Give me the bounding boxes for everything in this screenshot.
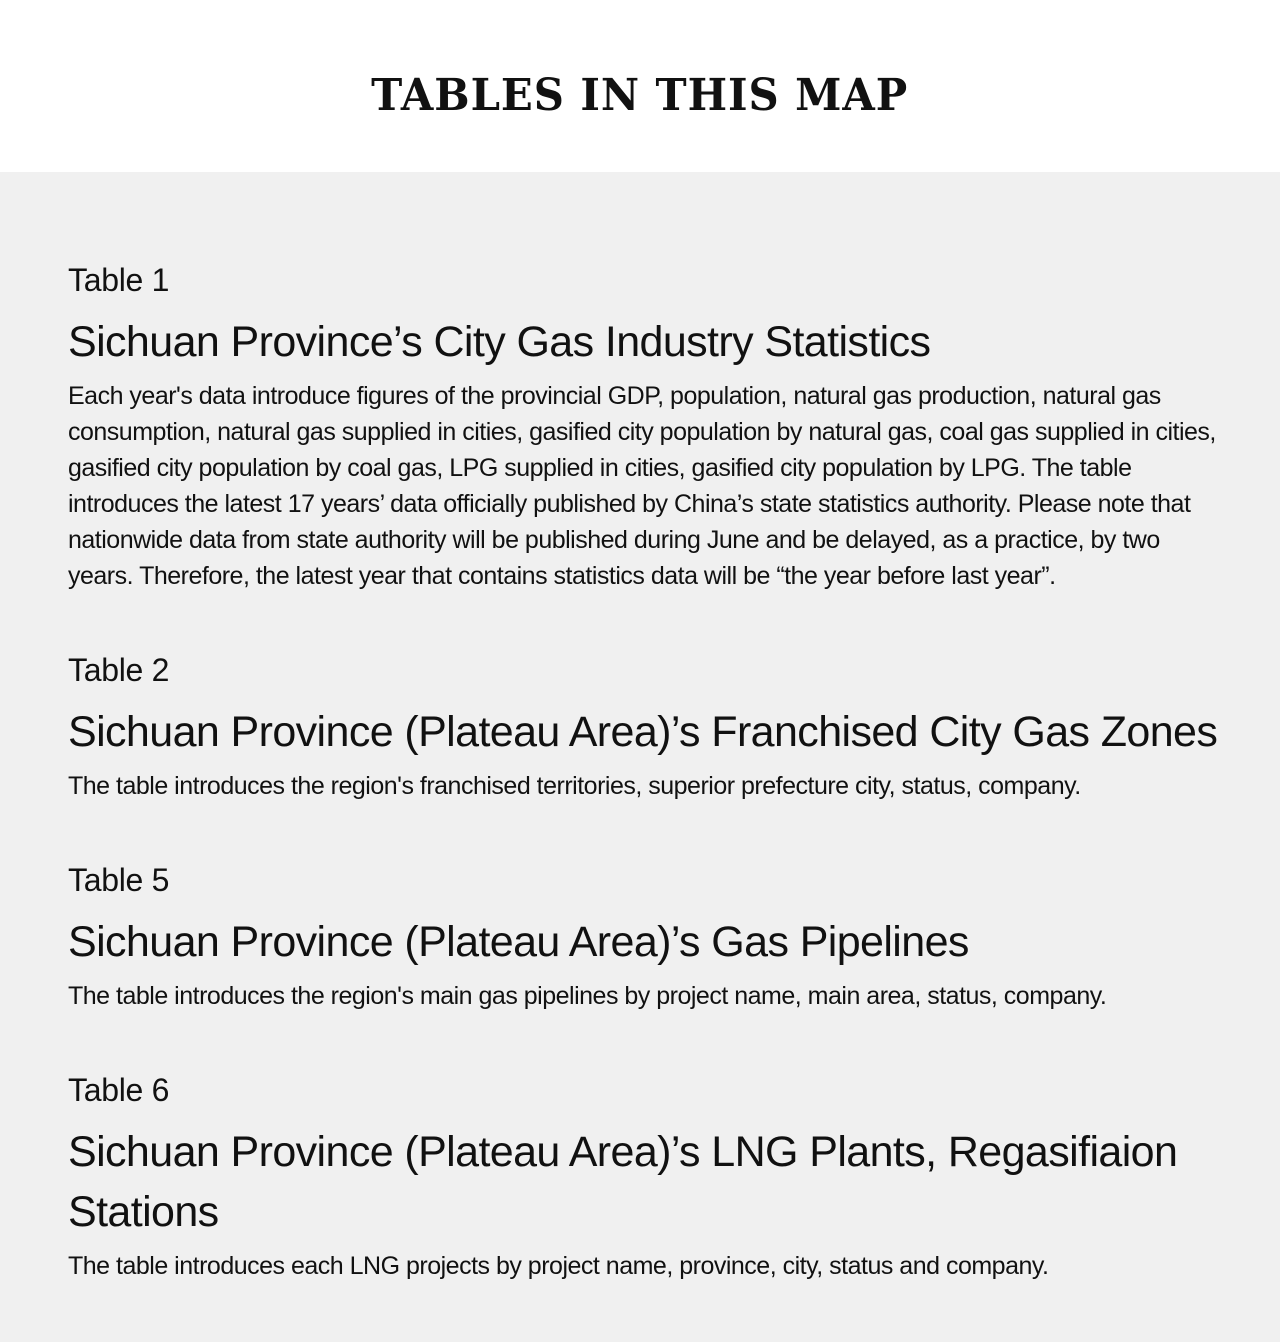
- table-number: Table 5: [68, 862, 170, 898]
- page-header: [0, 0, 1280, 172]
- table-heading: Sichuan Province (Plateau Area)’s Gas Pipelines: [68, 918, 969, 966]
- tables-list: [0, 172, 1280, 1284]
- table-heading: Sichuan Province (Plateau Area)’s LNG Plants, Regasifiaion Stations: [68, 1128, 1178, 1236]
- table-description: Each year's data introduce figures of the provincial GDP, population, natural gas production, natural gas consumption, natural gas supplied in cities, gasified city population by natural gas, coal gas supplied in cities, gasified city population by coal gas, LPG supplied in cities, gasified city population by LPG. The table introduces the latest 17 years’ data officially published by China’s state statistics authority. Please note that nationwide data from state authority will be published during June and be delayed, as a practice, by two years. Therefore, the latest year that contains statistics data will be “the year before last year”.: [68, 382, 1216, 590]
- table-heading: Sichuan Province (Plateau Area)’s Franchised City Gas Zones: [68, 708, 1218, 756]
- table-entry-6: [68, 1070, 1222, 1284]
- table-entry-5: [68, 860, 1222, 1014]
- table-entry-2: [68, 650, 1222, 804]
- table-description: The table introduces the region's franchised territories, superior prefecture city, status, company.: [68, 772, 1081, 800]
- table-heading: Sichuan Province’s City Gas Industry Statistics: [68, 318, 931, 366]
- table-number: Table 1: [68, 262, 170, 298]
- table-description: The table introduces each LNG projects by project name, province, city, status and company.: [68, 1252, 1049, 1280]
- table-number: Table 2: [68, 652, 170, 688]
- page-title: TABLES IN THIS MAP: [371, 69, 909, 121]
- table-number: Table 6: [68, 1072, 170, 1108]
- table-entry-1: [68, 260, 1222, 594]
- table-description: The table introduces the region's main gas pipelines by project name, main area, status, company.: [68, 982, 1107, 1010]
